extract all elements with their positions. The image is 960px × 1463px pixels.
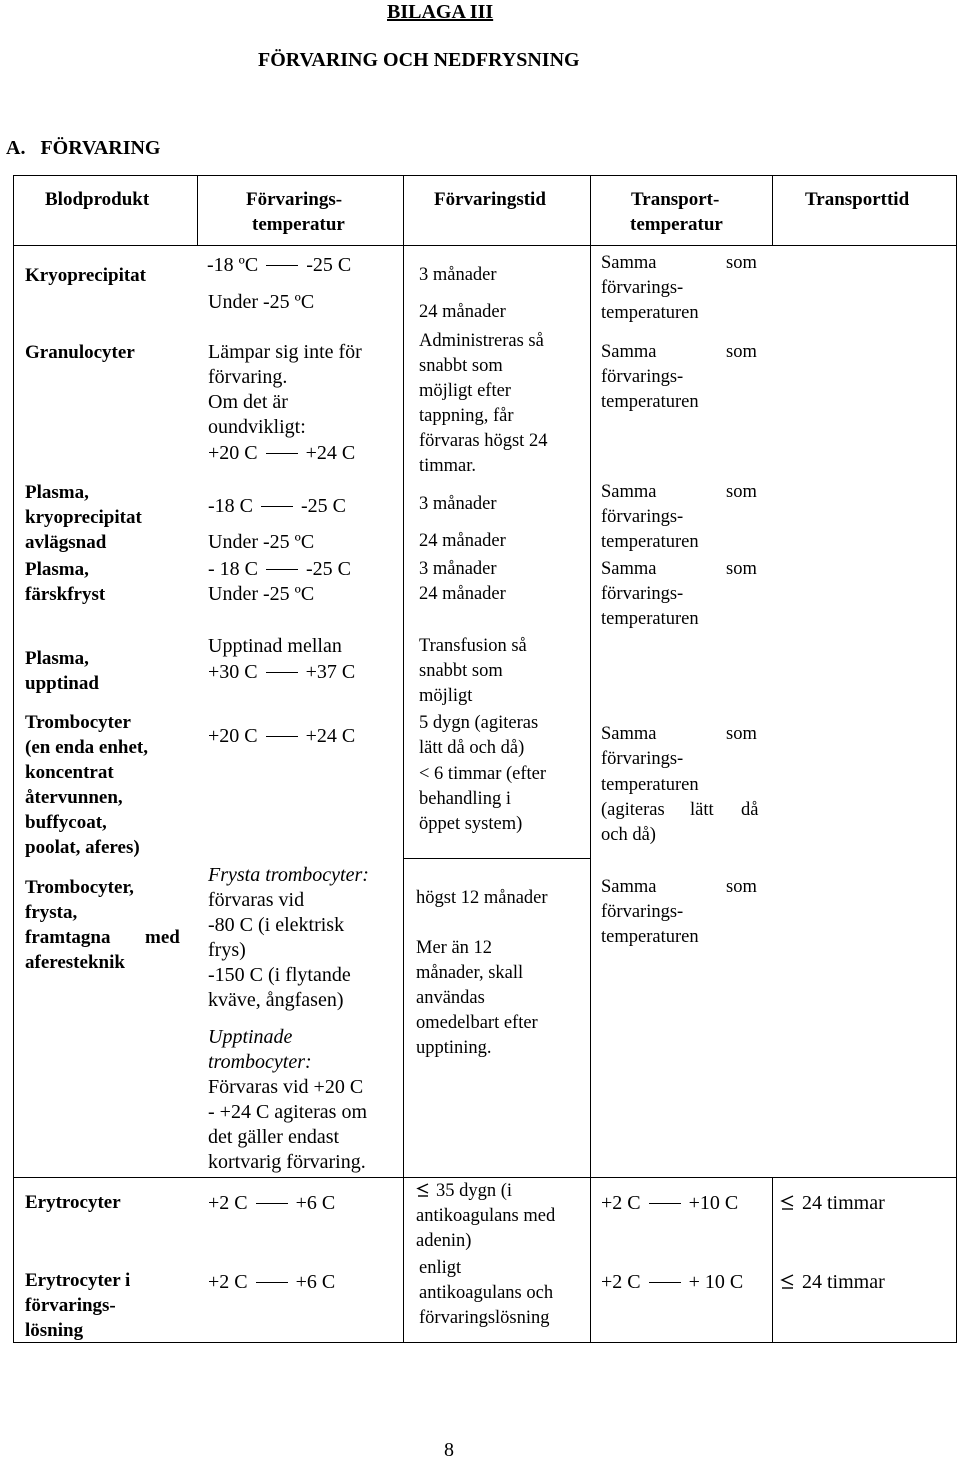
col-header-forvaringstemp-2: temperatur	[252, 214, 345, 235]
time-line: möjligt efter	[419, 381, 511, 401]
time-line: 3 månader	[419, 559, 497, 579]
transport-ery: +2 C +10 C	[601, 1192, 739, 1214]
temp-range: -18 C -25 C	[208, 495, 346, 517]
transport-time-ery-forv: 24 timmar	[780, 1270, 885, 1295]
product-line: Plasma,	[25, 482, 89, 503]
time-line: enligt	[419, 1258, 462, 1278]
product-line: poolat, aferes)	[25, 837, 140, 858]
product-line: färskfryst	[25, 584, 106, 605]
product-line: frysta,	[25, 902, 78, 923]
transport-line: temperaturen	[601, 392, 699, 412]
temp-line: Upptinad mellan	[208, 635, 342, 657]
product-line: koncentrat	[25, 762, 114, 783]
product-line: lösning	[25, 1320, 84, 1341]
product-line: förvarings-	[25, 1295, 116, 1316]
transport-line: temperaturen	[601, 775, 699, 795]
temp-line: Under -25 ºC	[208, 583, 315, 605]
product-line: Trombocyter	[25, 712, 131, 733]
time-line: Transfusion så	[419, 636, 527, 656]
product-kryoprecipitat: Kryoprecipitat	[25, 265, 147, 286]
temp-tromb: +20 C +24 C	[208, 725, 356, 747]
temp-line: frys)	[208, 939, 246, 961]
transport-line: som	[726, 342, 757, 362]
temp-line: Frysta trombocyter:	[208, 864, 369, 886]
transport-line: Samma	[601, 724, 657, 744]
time-line: omedelbart efter	[416, 1013, 538, 1033]
transport-line: temperaturen	[601, 532, 699, 552]
product-line: avlägsnad	[25, 532, 107, 553]
time-line: 24 månader	[419, 531, 506, 551]
temp-line: Upptinade	[208, 1026, 293, 1048]
transport-line: temperaturen	[601, 609, 699, 629]
temp-line: trombocyter:	[208, 1051, 312, 1073]
temp-ery: +2 C +6 C	[208, 1192, 336, 1214]
time-line: adenin)	[416, 1231, 472, 1251]
product-erytrocyter: Erytrocyter	[25, 1192, 121, 1213]
less-or-equal-icon	[780, 1273, 795, 1290]
product-line: upptinad	[25, 673, 99, 694]
temp-range: +20 C +24 C	[208, 442, 356, 464]
transport-line: som	[726, 559, 757, 579]
col-header-forvaringstemp-1: Förvarings-	[246, 189, 343, 210]
product-line: Plasma,	[25, 648, 89, 669]
transport-line: lätt	[690, 800, 714, 820]
temp-line: kväve, ångfasen)	[208, 989, 344, 1011]
transport-line: förvarings-	[601, 749, 684, 769]
time-line: månader, skall	[416, 963, 524, 983]
time-line: Administreras så	[419, 331, 544, 351]
transport-line: förvarings-	[601, 367, 684, 387]
temp-line: oundvikligt:	[208, 416, 306, 438]
time-line: användas	[416, 988, 485, 1008]
temp-line: förvaring.	[208, 366, 288, 388]
time-line: antikoagulans med	[416, 1206, 556, 1226]
temp-line: - +24 C agiteras om	[208, 1101, 368, 1123]
transport-line: Samma	[601, 253, 657, 273]
time-line: upptining.	[416, 1038, 492, 1058]
transport-line: Samma	[601, 877, 657, 897]
time-line: förvaras högst 24	[419, 431, 548, 451]
temp-ery-forv: +2 C +6 C	[208, 1271, 336, 1293]
temp-line: Om det är	[208, 391, 288, 413]
temp-line: förvaras vid	[208, 889, 305, 911]
temp-line: -80 C (i elektrisk	[208, 914, 345, 936]
product-line: med	[145, 927, 180, 948]
transport-line: som	[726, 253, 757, 273]
col-header-transporttemp-2: temperatur	[630, 214, 723, 235]
temp-line: Under -25 ºC	[208, 531, 315, 553]
transport-line: och då)	[601, 825, 656, 845]
transport-line: förvarings-	[601, 507, 684, 527]
page-number: 8	[444, 1439, 454, 1461]
time-line: tappning, får	[419, 406, 514, 426]
time-line: 24 månader	[419, 302, 506, 322]
annex-title: BILAGA III	[387, 1, 494, 23]
time-line: högst 12 månader	[416, 888, 548, 908]
product-line: buffycoat,	[25, 812, 107, 833]
transport-line: som	[726, 877, 757, 897]
transport-ery-forv: +2 C + 10 C	[601, 1271, 744, 1293]
transport-line: då	[741, 800, 759, 820]
product-line: återvunnen,	[25, 787, 123, 808]
time-line: snabbt som	[419, 661, 503, 681]
col-header-forvaringstid: Förvaringstid	[434, 189, 546, 210]
transport-line: som	[726, 724, 757, 744]
temp-range: - 18 C -25 C	[208, 558, 351, 580]
product-line: Trombocyter,	[25, 877, 134, 898]
temp-line: -150 C (i flytande	[208, 964, 351, 986]
time-line: lätt då och då)	[419, 738, 525, 758]
transport-line: förvarings-	[601, 584, 684, 604]
time-line: öppet system)	[419, 814, 523, 834]
transport-line: Samma	[601, 559, 657, 579]
time-line: 35 dygn (i	[416, 1179, 512, 1204]
temp-line: Lämpar sig inte för	[208, 341, 362, 363]
temp-range: -18 ºC -25 C	[207, 254, 352, 276]
time-line: timmar.	[419, 456, 477, 476]
time-line: 24 månader	[419, 584, 506, 604]
transport-line: som	[726, 482, 757, 502]
transport-line: (agiteras	[601, 800, 665, 820]
transport-time-ery: 24 timmar	[780, 1191, 885, 1216]
product-granulocyter: Granulocyter	[25, 342, 135, 363]
product-line: Plasma,	[25, 559, 89, 580]
temp-line: kortvarig förvaring.	[208, 1151, 366, 1173]
product-line: aferesteknik	[25, 952, 125, 973]
time-line: möjligt	[419, 686, 473, 706]
transport-line: förvarings-	[601, 278, 684, 298]
product-line: kryoprecipitat	[25, 507, 142, 528]
time-line: förvaringslösning	[419, 1308, 550, 1328]
less-or-equal-icon	[416, 1182, 430, 1198]
time-line: antikoagulans och	[419, 1283, 554, 1303]
time-line: Mer än 12	[416, 938, 493, 958]
temp-line: Under -25 ºC	[208, 291, 315, 313]
transport-line: Samma	[601, 342, 657, 362]
time-line: 3 månader	[419, 265, 497, 285]
temp-range: +30 C +37 C	[208, 661, 356, 683]
time-line: < 6 timmar (efter	[419, 764, 547, 784]
document-title: FÖRVARING OCH NEDFRYSNING	[258, 49, 580, 71]
less-or-equal-icon	[780, 1194, 795, 1211]
time-line: 3 månader	[419, 494, 497, 514]
col-header-transporttemp-1: Transport-	[631, 189, 720, 210]
product-line: framtagna	[25, 927, 111, 948]
transport-line: förvarings-	[601, 902, 684, 922]
time-line: 5 dygn (agiteras	[419, 713, 539, 733]
product-line: (en enda enhet,	[25, 737, 148, 758]
transport-line: temperaturen	[601, 927, 699, 947]
col-header-transporttid: Transporttid	[805, 189, 910, 210]
product-line: Erytrocyter i	[25, 1270, 131, 1291]
col-header-blodprodukt: Blodprodukt	[45, 189, 150, 210]
temp-line: det gäller endast	[208, 1126, 340, 1148]
transport-line: Samma	[601, 482, 657, 502]
section-heading: A. FÖRVARING	[6, 137, 161, 159]
transport-line: temperaturen	[601, 303, 699, 323]
time-line: behandling i	[419, 789, 511, 809]
temp-line: Förvaras vid +20 C	[208, 1076, 364, 1098]
time-line: snabbt som	[419, 356, 503, 376]
